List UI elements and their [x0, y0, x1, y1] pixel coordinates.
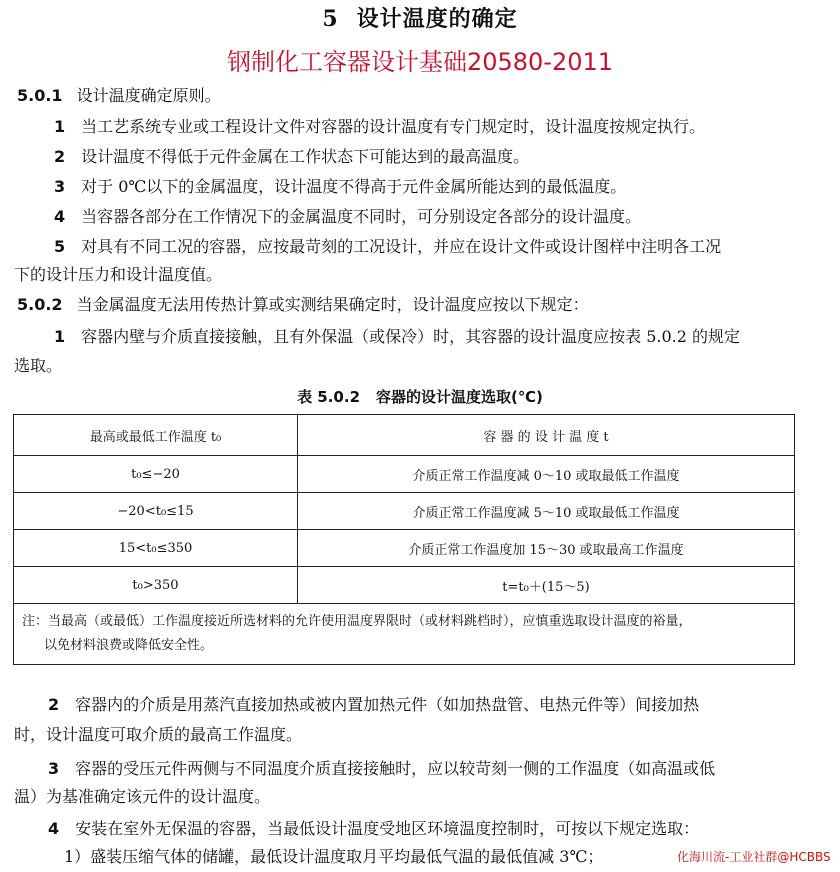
clause-502-item-1 — [54, 326, 740, 348]
item-text: 安装在室外无保温的容器，当最低设计温度受地区环境温度控制时，可按以下规定选取： — [75, 819, 700, 838]
item-number: 5 — [54, 237, 66, 256]
clause-501-item-3 — [54, 176, 626, 198]
clause-502-item-3-cont: 温）为基准确定该元件的设计温度。 — [14, 787, 271, 806]
chapter-number: 5 — [322, 6, 339, 32]
item-text: 设计温度不得低于元件金属在工作状态下可能达到的最高温度。 — [81, 147, 530, 166]
table-caption-text: 容器的设计温度选取(℃) — [376, 388, 543, 406]
item-text: 对具有不同工况的容器，应按最苛刻的工况设计，并应在设计文件或设计图样中注明各工况 — [81, 237, 722, 256]
clause-502-item-2-cont: 时，设计温度可取介质的最高工作温度。 — [14, 725, 303, 744]
clause-number: 5.0.1 — [17, 86, 63, 105]
clause-502-item-1-cont: 选取。 — [14, 356, 63, 375]
clause-502-item-3 — [48, 758, 715, 780]
document-subtitle: 钢制化工容器设计基础20580-2011 — [226, 48, 614, 76]
clause-501-item-1 — [54, 116, 705, 138]
table-row — [14, 493, 795, 530]
clause-502-item-2 — [48, 694, 699, 716]
table-note-row — [14, 604, 795, 665]
item-number: 3 — [48, 759, 60, 778]
table-caption-number: 表 5.0.2 — [297, 388, 361, 406]
item-text: 当容器各部分在工作情况下的金属温度不同时，可分别设定各部分的设计温度。 — [81, 207, 642, 226]
item-number: 1 — [54, 327, 66, 346]
item-text: 容器内的介质是用蒸汽直接加热或被内置加热元件（如加热盘管、电热元件等）间接加热 — [75, 695, 700, 714]
chapter-title — [0, 2, 840, 33]
clause-number: 5.0.2 — [17, 295, 63, 314]
table-caption — [0, 386, 840, 407]
table-cell-value: t=t₀＋(15～5) — [298, 567, 795, 604]
item-text: 对于 0℃以下的金属温度，设计温度不得高于元件金属所能达到的最低温度。 — [81, 177, 627, 196]
table-cell-range: −20<t₀≤15 — [14, 493, 298, 530]
item-number: 3 — [54, 177, 66, 196]
chapter-title-text: 设计温度的确定 — [356, 6, 518, 32]
clause-501-item-5 — [54, 236, 721, 258]
clause-text: 设计温度确定原则。 — [76, 86, 221, 105]
table-note-line-2: 以免材料浪费或降低安全性。 — [44, 638, 214, 653]
table-cell-value: 介质正常工作温度减 5～10 或取最低工作温度 — [298, 493, 795, 530]
design-temperature-table — [13, 414, 795, 665]
item-text: 容器的受压元件两侧与不同温度介质直接接触时，应以较苛刻一侧的工作温度（如高温或低 — [75, 759, 716, 778]
item-number: 2 — [54, 147, 66, 166]
table-note-line-1: 注：当最高（或最低）工作温度接近所选材料的允许使用温度界限时（或材料跳档时），应慎重选取设计温度的裕量， — [22, 614, 692, 629]
clause-text: 当金属温度无法用传热计算或实测结果确定时，设计温度应按以下规定： — [76, 295, 589, 314]
table-header-row — [14, 415, 795, 456]
item-number: 4 — [54, 207, 66, 226]
col-header-operating-temp: 最高或最低工作温度 t₀ — [14, 415, 298, 456]
table-cell-range: 15<t₀≤350 — [14, 530, 298, 567]
table-row — [14, 456, 795, 493]
clause-502-heading — [17, 294, 589, 316]
item-number: 4 — [48, 819, 60, 838]
table-row — [14, 567, 795, 604]
item-text: 容器内壁与介质直接接触，且有外保温（或保冷）时，其容器的设计温度应按表 5.0.2 的规定 — [81, 327, 741, 346]
clause-501-item-5-cont: 下的设计压力和设计温度值。 — [14, 265, 223, 284]
table-cell-range: t₀>350 — [14, 567, 298, 604]
clause-501-item-4 — [54, 206, 641, 228]
item-number: 2 — [48, 695, 60, 714]
table-cell-range: t₀≤−20 — [14, 456, 298, 493]
table-row — [14, 530, 795, 567]
watermark: 化海川流-工业社群@HCBBS — [677, 850, 831, 864]
table-cell-value: 介质正常工作温度减 0～10 或取最低工作温度 — [298, 456, 795, 493]
col-header-design-temp: 容 器 的 设 计 温 度 t — [298, 415, 795, 456]
item-number: 1 — [54, 117, 66, 136]
clause-502-item-4-sub-1: 1）盛装压缩气体的储罐，最低设计温度取月平均最低气温的最低值减 3℃； — [64, 847, 604, 866]
clause-501-item-2 — [54, 146, 529, 168]
item-text: 当工艺系统专业或工程设计文件对容器的设计温度有专门规定时，设计温度按规定执行。 — [81, 117, 706, 136]
clause-502-item-4 — [48, 818, 699, 840]
table-cell-value: 介质正常工作温度加 15～30 或取最高工作温度 — [298, 530, 795, 567]
table-note — [14, 604, 795, 665]
clause-501-heading — [17, 85, 221, 107]
